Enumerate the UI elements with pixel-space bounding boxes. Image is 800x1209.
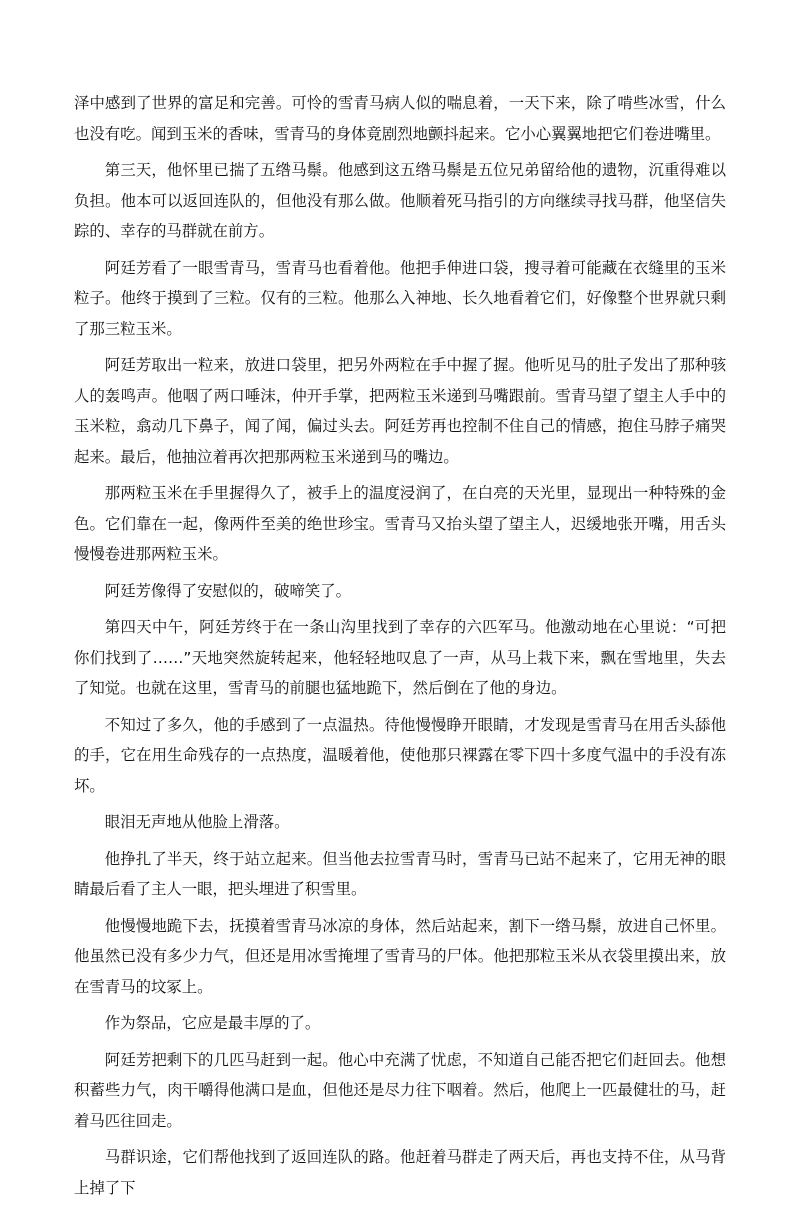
paragraph: 马群识途，它们帮他找到了返回连队的路。他赶着马群走了两天后，再也支持不住，从马背上掉了下: [74, 1148, 726, 1197]
paragraph: 第四天中午，阿廷芳终于在一条山沟里找到了幸存的六匹军马。他激动地在心里说：“可把你们找到了……”天地突然旋转起来，他轻轻地叹息了一声，从马上栽下来，飘在雪地里，失去了知觉。也就在这里，雪青马的前腿也猛地跪下，然后倒在了他的身边。: [74, 618, 726, 697]
paragraph: 泽中感到了世界的富足和完善。可怜的雪青马病人似的喘息着，一天下来，除了啃些冰雪，什么也没有吃。闻到玉米的香味，雪青马的身体竟剧烈地颤抖起来。它小心翼翼地把它们卷进嘴里。: [74, 94, 726, 143]
paragraph: 他挣扎了半天，终于站立起来。但当他去拉雪青马时，雪青马已站不起来了，它用无神的眼睛最后看了主人一眼，把头埋进了积雪里。: [74, 849, 726, 898]
paragraph: 阿廷芳看了一眼雪青马，雪青马也看着他。他把手伸进口袋，搜寻着可能藏在衣缝里的玉米粒子。他终于摸到了三粒。仅有的三粒。他那么入神地、长久地看着它们，好像整个世界就只剩了那三粒玉米。: [74, 258, 726, 338]
paragraph: 那两粒玉米在手里握得久了，被手上的温度浸润了，在白亮的天光里，显现出一种特殊的金色。它们靠在一起，像两件至美的绝世珍宝。雪青马又抬头望了望主人，迟缓地张开嘴，用舌头慢慢卷进那两粒玉米。: [74, 484, 726, 563]
document-body: [74, 88, 726, 1209]
paragraph: 不知过了多久，他的手感到了一点温热。待他慢慢睁开眼睛，才发现是雪青马在用舌头舔他的手，它在用生命残存的一点热度，温暖着他，使他那只裸露在零下四十多度气温中的手没有冻坏。: [74, 715, 726, 795]
paragraph: 他慢慢地跪下去，抚摸着雪青马冰凉的身体，然后站起来，割下一绺马鬃，放进自己怀里。他虽然已没有多少力气，但还是用冰雪掩埋了雪青马的尸体。他把那粒玉米从衣袋里摸出来，放在雪青马的坟冢上。: [74, 916, 726, 996]
paragraph: 阿廷芳像得了安慰似的，破啼笑了。: [104, 581, 352, 600]
paragraph: 阿廷芳把剩下的几匹马赶到一起。他心中充满了忧虑，不知道自己能否把它们赶回去。他想积蓄些力气，肉干嚼得他满口是血，但他还是尽力往下咽着。然后，他爬上一匹最健壮的马，赶着马匹往回走。: [74, 1050, 726, 1130]
paragraph: 阿廷芳取出一粒来，放进口袋里，把另外两粒在手中握了握。他听见马的肚子发出了那种骇人的轰鸣声。他咽了两口唾沫，仲开手掌，把两粒玉米递到马嘴跟前。雪青马望了望主人手中的玉米粒，翕动几下鼻子，闻了闻，偏过头去。阿廷芳再也控制不住自己的情感，抱住马脖子痛哭起来。最后，他抽泣着再次把那两粒玉米递到马的嘴边。: [74, 356, 726, 466]
paragraph: 作为祭品，它应是最丰厚的了。: [104, 1014, 321, 1032]
paragraph: 眼泪无声地从他脸上滑落。: [104, 813, 290, 831]
paragraph: 第三天，他怀里已揣了五绺马鬃。他感到这五绺马鬃是五位兄弟留给他的遗物，沉重得难以负担。他本可以返回连队的，但他没有那么做。他顺着死马指引的方向继续寻找马群，他坚信失踪的、幸存的马群就在前方。: [74, 161, 726, 240]
